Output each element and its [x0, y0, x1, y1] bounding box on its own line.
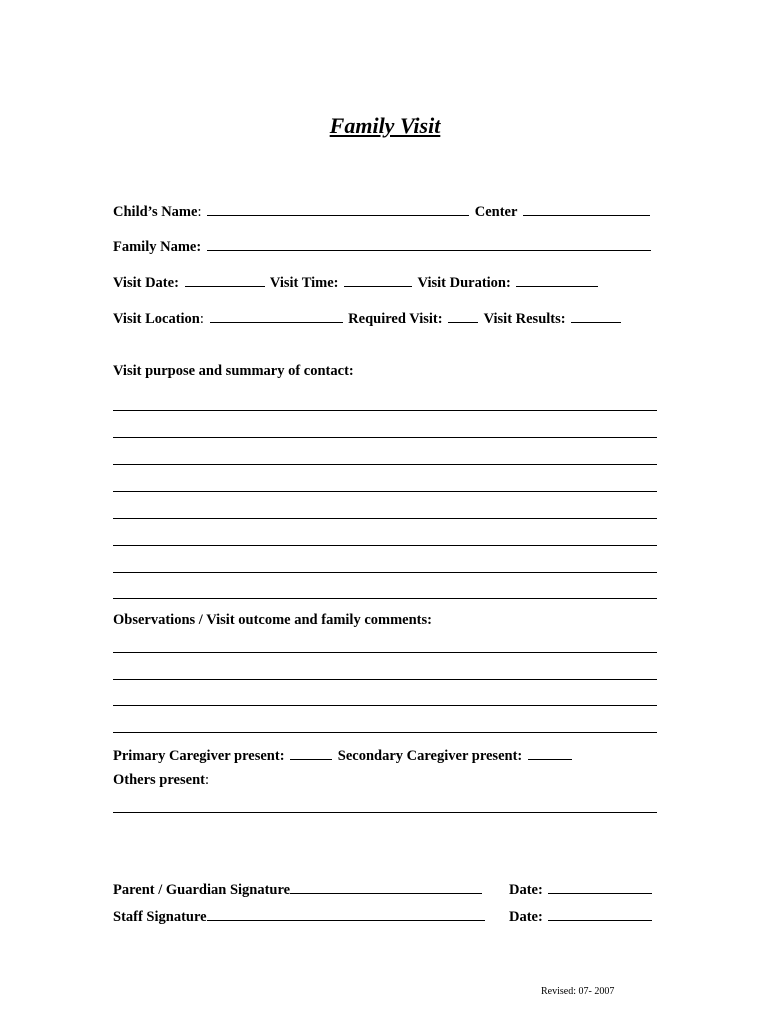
form-title: Family Visit: [329, 113, 441, 138]
visit-duration-label: Visit Duration:: [417, 275, 511, 291]
secondary-caregiver-field[interactable]: [528, 745, 572, 760]
purpose-line[interactable]: [113, 572, 657, 573]
secondary-caregiver-label: Secondary Caregiver present:: [337, 748, 523, 764]
family-name-row: [113, 236, 653, 256]
child-name-field[interactable]: [207, 201, 469, 216]
child-name-colon: :: [197, 204, 202, 220]
visit-results-label: Visit Results:: [483, 311, 566, 327]
revised-note: Revised: 07- 2007: [541, 986, 615, 997]
purpose-line[interactable]: [113, 518, 657, 519]
parent-date-field[interactable]: [548, 879, 652, 894]
parent-signature-label: Parent / Guardian Signature: [113, 882, 291, 898]
purpose-line[interactable]: [113, 598, 657, 599]
observations-heading: Observations / Visit outcome and family comments:: [113, 612, 432, 628]
parent-date-label: Date:: [509, 882, 543, 898]
caregiver-row: [113, 745, 574, 765]
others-present-row: [113, 772, 209, 789]
parent-signature-row: [113, 879, 484, 899]
primary-caregiver-label: Primary Caregiver present:: [113, 748, 285, 764]
purpose-heading: Visit purpose and summary of contact:: [113, 363, 354, 379]
center-label: Center: [474, 204, 518, 220]
purpose-line[interactable]: [113, 464, 657, 465]
child-name-label: Child’s Name: [113, 204, 198, 220]
visit-location-row: [113, 308, 623, 328]
staff-signature-field[interactable]: [207, 906, 485, 921]
observations-line[interactable]: [113, 732, 657, 733]
visit-location-field[interactable]: [210, 308, 343, 323]
staff-date-field[interactable]: [548, 906, 652, 921]
observations-line[interactable]: [113, 705, 657, 706]
child-name-row: [113, 201, 652, 221]
staff-date-label: Date:: [509, 909, 543, 925]
required-visit-field[interactable]: [448, 308, 478, 323]
purpose-line[interactable]: [113, 437, 657, 438]
others-present-line[interactable]: [113, 812, 657, 813]
others-present-colon: :: [204, 772, 209, 788]
visit-location-colon: :: [199, 311, 204, 327]
others-present-label: Others present: [113, 772, 205, 788]
parent-signature-field[interactable]: [290, 879, 482, 894]
visit-results-field[interactable]: [571, 308, 621, 323]
purpose-line[interactable]: [113, 410, 657, 411]
staff-date-row: [509, 906, 654, 926]
primary-caregiver-field[interactable]: [290, 745, 332, 760]
visit-time-field[interactable]: [344, 272, 412, 287]
observations-line[interactable]: [113, 679, 657, 680]
family-name-field[interactable]: [207, 236, 651, 251]
visit-location-label: Visit Location: [113, 311, 200, 327]
visit-duration-field[interactable]: [516, 272, 598, 287]
observations-line[interactable]: [113, 652, 657, 653]
visit-date-label: Visit Date:: [113, 275, 179, 291]
purpose-line[interactable]: [113, 545, 657, 546]
visit-date-row: [113, 272, 600, 292]
required-visit-label: Required Visit:: [348, 311, 443, 327]
visit-time-label: Visit Time:: [269, 275, 339, 291]
center-field[interactable]: [523, 201, 650, 216]
family-name-label: Family Name:: [113, 239, 202, 255]
purpose-line[interactable]: [113, 491, 657, 492]
staff-signature-label: Staff Signature: [113, 909, 207, 925]
staff-signature-row: [113, 906, 487, 926]
visit-date-field[interactable]: [185, 272, 265, 287]
parent-date-row: [509, 879, 654, 899]
